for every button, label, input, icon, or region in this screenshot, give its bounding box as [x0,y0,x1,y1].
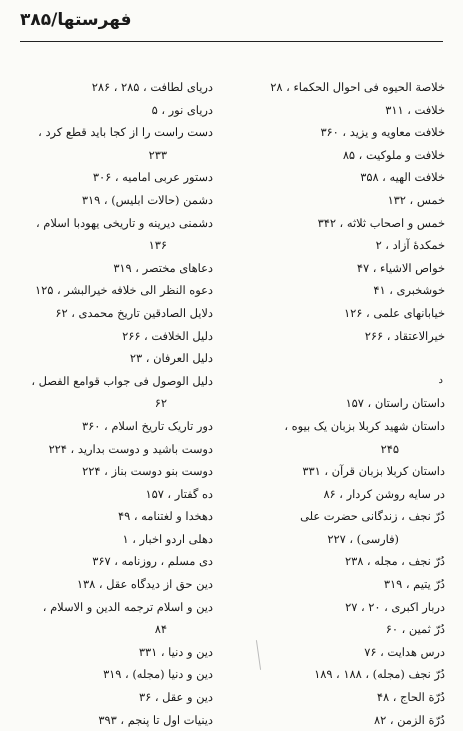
index-entry: دعوه النظر الی خلافه خیرالبشر ، ۱۲۵ [35,283,213,298]
section-letter: د [438,374,443,386]
index-entry: دُرّة الحاج ، ۴۸ [376,690,445,705]
index-entry: دُرّ یتیم ، ۳۱۹ [383,577,445,592]
index-entry: خلاصة الحیوه فی احوال الحکماء ، ۲۸ [270,80,445,94]
index-entry: خلافت ، ۳۱۱ [385,102,445,117]
index-entry: (فارسی) ، ۲۲۷ [327,531,399,546]
index-entry: دشمن (حالات ابلیس) ، ۳۱۹ [81,192,213,207]
index-entry: دعاهای مختصر ، ۳۱۹ [113,260,213,275]
index-entry: دین حق از دیدگاه عقل ، ۱۳۸ [76,577,213,592]
index-entry: داستان راستان ، ۱۵۷ [345,396,445,411]
index-entry: در سایه روشن کردار ، ۸۶ [323,486,445,501]
index-entry: ۲۳۳ [148,147,167,162]
index-entry: خلافت معاویه و یزید ، ۳۶۰ [320,125,445,140]
index-entry: دوست بنو دوست بناز ، ۲۲۴ [82,464,213,479]
header-rule [20,41,443,42]
index-entry: خمس ، ۱۳۲ [387,192,445,207]
section-gap [240,347,445,370]
index-entry: ۲۴۵ [380,441,399,456]
index-entry: دهلی اردو اخبار ، ۱ [122,531,213,546]
index-entry: داستان کربلا بزبان قرآن ، ۳۳۱ [302,464,445,479]
index-column-left [8,76,213,731]
index-entry: دهخدا و لغتنامه ، ۴۹ [117,509,213,524]
index-entry: خمس و اصحاب ثلاثه ، ۳۴۲ [317,215,445,230]
index-entry: ۸۴ [154,622,167,637]
index-entry: خیابانهای علمی ، ۱۲۶ [344,305,445,320]
index-entry: دریای نور ، ۵ [151,102,213,117]
page-title: فهرستها/۳۸۵ [20,10,132,30]
index-entry: دُرّ نجف ، مجله ، ۲۳۸ [344,554,445,569]
index-entry: داستان شهید کربلا بزبان یک بیوه ، [284,418,445,433]
index-entry: درس هدایت ، ۷۶ [364,644,445,659]
index-entry: دین و دنیا (مجله) ، ۳۱۹ [103,667,213,682]
index-entry: دین و اسلام ترجمه الدین و الاسلام ، [42,599,213,614]
index-entry: دُرّ نجف (مجله) ، ۱۸۸ ، ۱۸۹ [314,667,445,682]
index-entry: دین و عقل ، ۳۶ [138,690,213,705]
index-entry: خلافت و ملوکیت ، ۸۵ [342,147,445,162]
index-entry: خلافت الهیه ، ۳۵۸ [360,170,445,185]
index-entry: دین و دنیا ، ۳۳۱ [138,644,213,659]
page-header [20,8,443,38]
index-entry: ۱۳۶ [148,238,167,253]
index-entry: دُرّ نجف ، زندگانی حضرت علی [300,509,445,524]
index-entry: دلیل الخلافت ، ۲۶۶ [122,328,213,343]
index-entry: دُرّة الزمن ، ۸۲ [373,712,445,727]
index-entry: خمکدهٔ آزاد ، ۲ [375,238,445,253]
index-entry: دینیات اول تا پنجم ، ۳۹۳ [98,712,213,727]
index-entry: دی مسلم ، روزنامه ، ۳۶۷ [92,554,213,569]
index-entry: دستور عربی امامیه ، ۳۰۶ [92,170,213,185]
index-column-right [240,76,445,731]
index-entry: خواص الاشیاء ، ۴۷ [356,260,445,275]
index-entry: دلیل العرفان ، ۲۳ [129,351,213,366]
index-entry: دست راست را از کجا باید قطع کرد ، [38,125,213,140]
index-entry: ده گفتار ، ۱۵۷ [145,486,213,501]
index-entry: دلایل الصادقین تاریخ محمدی ، ۶۲ [55,305,213,320]
index-entry: دوست باشید و دوست بدارید ، ۲۲۴ [48,441,213,456]
index-entry: ۶۲ [154,396,167,411]
index-entry: دریای لطافت ، ۲۸۵ ، ۲۸۶ [91,80,213,94]
index-entry: دربار اکبری ، ۲۰ ، ۲۷ [345,599,445,614]
index-entry: دُرّ ثمین ، ۶۰ [385,622,445,637]
index-entry: خیرالاعتقاد ، ۲۶۶ [364,328,445,343]
index-entry: دلیل الوصول فی جواب قوامع الفصل ، [31,373,213,388]
index-entry: دور تاریک تاریخ اسلام ، ۳۶۰ [82,418,213,433]
index-entry: خوشخبری ، ۴۱ [373,283,445,298]
index-entry: دشمنی دیرینه و تاریخی یهودبا اسلام ، [35,215,213,230]
